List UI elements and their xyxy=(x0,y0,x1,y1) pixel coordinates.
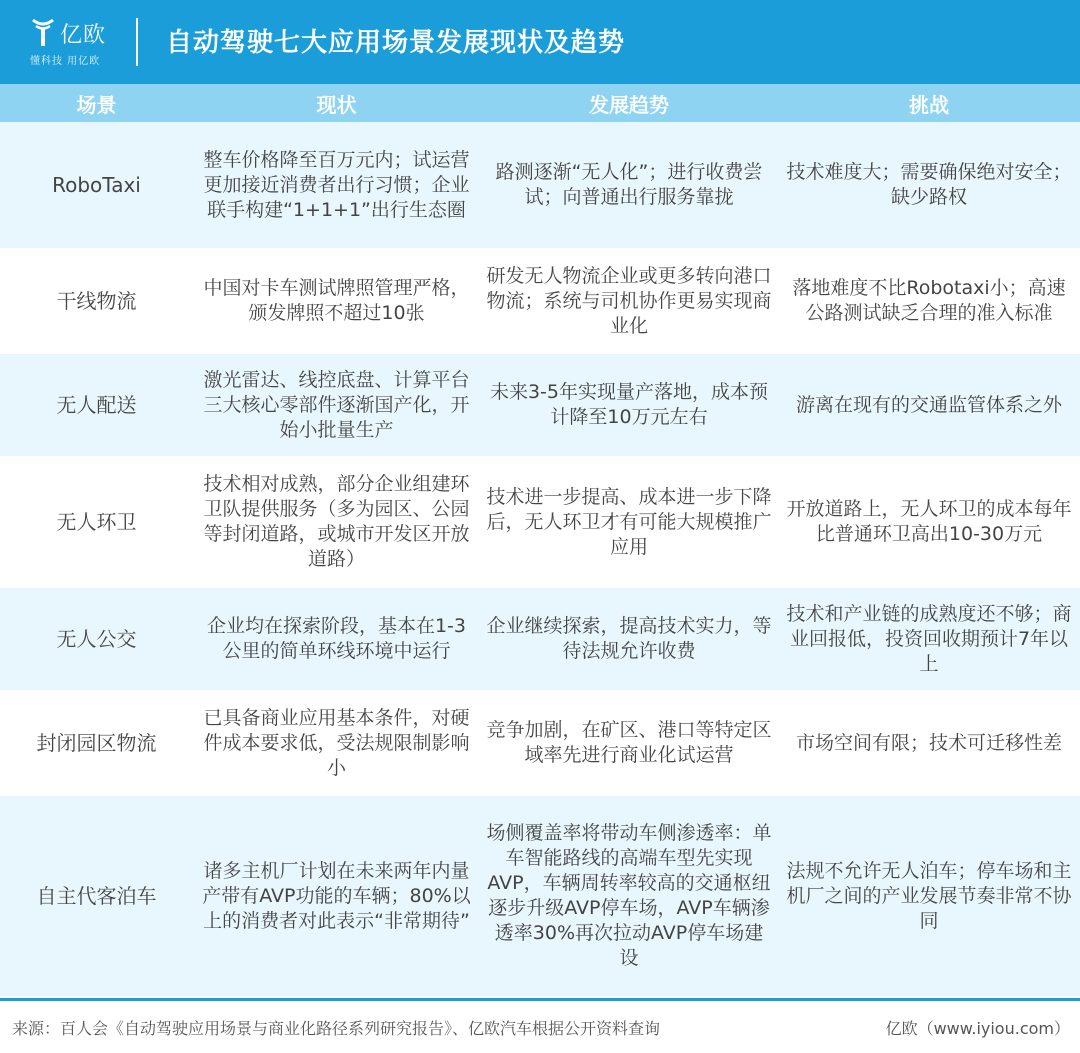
cell-challenge: 开放道路上，无人环卫的成本每年比普通环卫高出10-30万元 xyxy=(786,498,1072,545)
table-row xyxy=(0,354,1080,458)
cell-trend: 未来3-5年实现量产落地，成本预计降至10万元左右 xyxy=(489,381,769,428)
cell-status: 整车价格降至百万元内；试运营更加接近消费者出行习惯；企业联手构建“1+1+1”出行生态圈 xyxy=(203,148,470,221)
table-row xyxy=(0,250,1080,354)
logo-icon xyxy=(30,18,56,48)
cell-trend: 研发无人物流企业或更多转向港口物流；系统与司机协作更易实现商业化 xyxy=(486,264,772,337)
cell-challenge: 游离在现有的交通监管体系之外 xyxy=(795,393,1062,416)
column-header-trend: 发展趋势 xyxy=(589,92,669,117)
table-row xyxy=(0,458,1080,588)
table-bottom-rule xyxy=(0,998,1080,1001)
table-row xyxy=(0,122,1080,250)
cell-challenge: 落地难度不比Robotaxi小；高速公路测试缺乏合理的准入标准 xyxy=(792,277,1066,324)
cell-status: 已具备商业应用基本条件，对硬件成本要求低，受法规限制影响小 xyxy=(203,706,470,779)
column-header-challenge: 挑战 xyxy=(909,92,949,117)
cell-status: 技术相对成熟，部分企业组建环卫队提供服务（多为园区、公园等封闭道路，或城市开发区开放道路） xyxy=(203,473,470,570)
header-divider xyxy=(136,18,138,66)
table-row xyxy=(0,588,1080,692)
cell-scene: 封闭园区物流 xyxy=(36,730,157,755)
table-body xyxy=(0,122,1080,996)
cell-trend: 竞争加剧，在矿区、港口等特定区域率先进行商业化试运营 xyxy=(486,719,772,766)
cell-challenge: 市场空间有限；技术可迁移性差 xyxy=(795,731,1062,754)
cell-challenge: 技术难度大；需要确保绝对安全；缺少路权 xyxy=(786,161,1072,208)
site-credit: 亿欧（www.iyiou.com） xyxy=(885,1019,1070,1038)
cell-status: 诸多主机厂计划在未来两年内量产带有AVP功能的车辆；80%以上的消费者对此表示“非常期待” xyxy=(202,859,471,932)
cell-scene: 干线物流 xyxy=(56,288,137,313)
column-header-status: 现状 xyxy=(316,92,357,117)
cell-status: 激光雷达、线控底盘、计算平台三大核心零部件逐渐国产化，开始小批量生产 xyxy=(203,368,470,441)
logo-slogan: 懂科技 用亿欧 xyxy=(30,56,101,67)
source-note: 来源：百人会《自动驾驶应用场景与商业化路径系列研究报告》、亿欧汽车根据公开资料查询 xyxy=(12,1019,661,1038)
cell-challenge: 技术和产业链的成熟度还不够；商业回报低，投资回收期预计7年以上 xyxy=(786,602,1072,675)
table-row xyxy=(0,692,1080,796)
column-header-scene: 场景 xyxy=(76,92,117,117)
cell-scene: 无人配送 xyxy=(56,392,137,417)
cell-scene: 无人公交 xyxy=(56,626,137,651)
cell-status: 企业均在探索阶段，基本在1-3公里的简单环线环境中运行 xyxy=(206,615,467,662)
cell-scene: RoboTaxi xyxy=(52,172,141,197)
cell-scene: 自主代客泊车 xyxy=(36,883,157,908)
header-banner xyxy=(0,0,1080,84)
logo xyxy=(24,12,124,72)
cell-trend: 场侧覆盖率将带动车侧渗透率：单车智能路线的高端车型先实现AVP，车辆周转率较高的交通枢纽逐步升级AVP停车场，AVP车辆渗透率30%再次拉动AVP停车场建设 xyxy=(486,822,772,969)
page-title: 自动驾驶七大应用场景发展现状及趋势 xyxy=(166,28,626,58)
table-header xyxy=(0,84,1080,122)
cell-scene: 无人环卫 xyxy=(56,509,137,534)
cell-trend: 技术进一步提高、成本进一步下降后，无人环卫才有可能大规模推广应用 xyxy=(486,485,772,558)
cell-trend: 企业继续探索，提高技术实力，等待法规允许收费 xyxy=(486,615,772,662)
cell-status: 中国对卡车测试牌照管理严格，颁发牌照不超过10张 xyxy=(203,277,470,324)
cell-trend: 路测逐渐“无人化”；进行收费尝试；向普通出行服务靠拢 xyxy=(495,161,763,208)
logo-text: 亿欧 xyxy=(60,23,107,48)
table-row xyxy=(0,796,1080,996)
cell-challenge: 法规不允许无人泊车；停车场和主机厂之间的产业发展节奏非常不协同 xyxy=(786,859,1072,932)
